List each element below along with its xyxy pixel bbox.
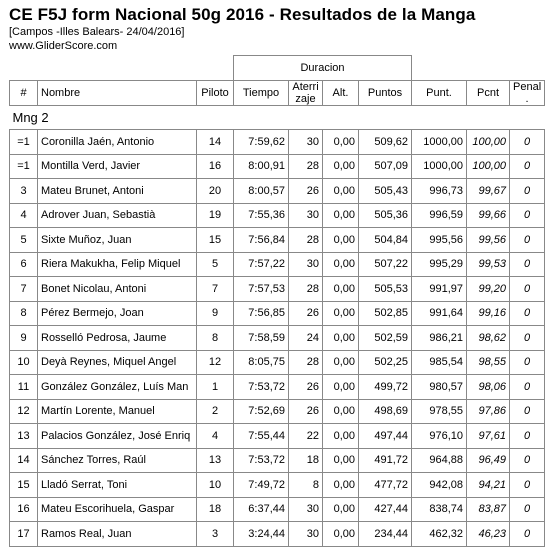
cell-pcnt: 99,20 bbox=[467, 277, 510, 302]
cell-height: 0,00 bbox=[323, 301, 359, 326]
cell-pilot-number: 15 bbox=[197, 228, 234, 253]
cell-pcnt: 99,16 bbox=[467, 301, 510, 326]
cell-punt: 976,10 bbox=[412, 424, 467, 449]
cell-pilot-number: 7 bbox=[197, 277, 234, 302]
section-row bbox=[10, 105, 545, 130]
cell-pcnt: 97,86 bbox=[467, 399, 510, 424]
cell-landing: 28 bbox=[289, 154, 323, 179]
cell-punt: 462,32 bbox=[412, 522, 467, 547]
cell-punt: 978,55 bbox=[412, 399, 467, 424]
cell-time: 8:05,75 bbox=[234, 350, 289, 375]
cell-height: 0,00 bbox=[323, 424, 359, 449]
website-link[interactable]: www.GliderScore.com bbox=[9, 40, 118, 52]
cell-points: 498,69 bbox=[359, 399, 412, 424]
cell-pilot-name: Mateu Brunet, Antoni bbox=[38, 179, 197, 204]
cell-points: 427,44 bbox=[359, 497, 412, 522]
cell-pcnt: 97,61 bbox=[467, 424, 510, 449]
cell-landing: 18 bbox=[289, 448, 323, 473]
cell-landing: 28 bbox=[289, 350, 323, 375]
cell-pilot-name: Riera Makukha, Felip Miquel bbox=[38, 252, 197, 277]
cell-height: 0,00 bbox=[323, 326, 359, 351]
cell-penal: 0 bbox=[510, 375, 545, 400]
cell-height: 0,00 bbox=[323, 277, 359, 302]
table-row bbox=[10, 203, 545, 228]
cell-position: 5 bbox=[10, 228, 38, 253]
cell-pcnt: 83,87 bbox=[467, 497, 510, 522]
cell-landing: 26 bbox=[289, 399, 323, 424]
cell-pcnt: 100,00 bbox=[467, 154, 510, 179]
cell-time: 7:58,59 bbox=[234, 326, 289, 351]
cell-pilot-number: 5 bbox=[197, 252, 234, 277]
cell-time: 3:24,44 bbox=[234, 522, 289, 547]
table-row bbox=[10, 301, 545, 326]
table-row bbox=[10, 252, 545, 277]
col-header-landing-line2: zaje bbox=[295, 92, 316, 105]
cell-pcnt: 98,55 bbox=[467, 350, 510, 375]
cell-pilot-name: Sánchez Torres, Raúl bbox=[38, 448, 197, 473]
header-spacer-right bbox=[412, 56, 545, 81]
table-row bbox=[10, 497, 545, 522]
cell-position: 13 bbox=[10, 424, 38, 449]
cell-landing: 24 bbox=[289, 326, 323, 351]
cell-position: 11 bbox=[10, 375, 38, 400]
cell-height: 0,00 bbox=[323, 154, 359, 179]
cell-points: 504,84 bbox=[359, 228, 412, 253]
cell-pilot-name: Bonet Nicolau, Antoni bbox=[38, 277, 197, 302]
cell-punt: 995,56 bbox=[412, 228, 467, 253]
cell-pcnt: 94,21 bbox=[467, 473, 510, 498]
cell-position: 17 bbox=[10, 522, 38, 547]
col-header-penal-line2: . bbox=[525, 92, 529, 105]
table-row bbox=[10, 424, 545, 449]
cell-pilot-name: Adrover Juan, Sebastià bbox=[38, 203, 197, 228]
table-row bbox=[10, 179, 545, 204]
cell-position: 8 bbox=[10, 301, 38, 326]
cell-time: 8:00,91 bbox=[234, 154, 289, 179]
cell-pilot-name: Martín Lorente, Manuel bbox=[38, 399, 197, 424]
col-header-pilot: Piloto bbox=[197, 80, 234, 105]
table-row bbox=[10, 350, 545, 375]
cell-penal: 0 bbox=[510, 203, 545, 228]
cell-penal: 0 bbox=[510, 179, 545, 204]
cell-pcnt: 46,23 bbox=[467, 522, 510, 547]
cell-pilot-name: Rosselló Pedrosa, Jaume bbox=[38, 326, 197, 351]
table-row bbox=[10, 130, 545, 155]
cell-position: 10 bbox=[10, 350, 38, 375]
cell-pilot-number: 20 bbox=[197, 179, 234, 204]
cell-pilot-number: 4 bbox=[197, 424, 234, 449]
cell-pilot-name: Deyà Reynes, Miquel Angel bbox=[38, 350, 197, 375]
cell-punt: 942,08 bbox=[412, 473, 467, 498]
cell-time: 7:56,84 bbox=[234, 228, 289, 253]
cell-time: 7:57,53 bbox=[234, 277, 289, 302]
cell-height: 0,00 bbox=[323, 350, 359, 375]
col-header-num: # bbox=[10, 80, 38, 105]
col-header-landing-line1: Aterri bbox=[292, 80, 319, 93]
cell-penal: 0 bbox=[510, 448, 545, 473]
cell-landing: 26 bbox=[289, 179, 323, 204]
cell-pcnt: 96,49 bbox=[467, 448, 510, 473]
cell-penal: 0 bbox=[510, 399, 545, 424]
cell-points: 507,09 bbox=[359, 154, 412, 179]
cell-time: 6:37,44 bbox=[234, 497, 289, 522]
cell-landing: 30 bbox=[289, 130, 323, 155]
cell-punt: 991,97 bbox=[412, 277, 467, 302]
cell-time: 7:53,72 bbox=[234, 448, 289, 473]
cell-time: 7:53,72 bbox=[234, 375, 289, 400]
cell-position: 15 bbox=[10, 473, 38, 498]
header-group-row bbox=[10, 56, 545, 81]
col-header-penal-line1: Penal bbox=[513, 80, 542, 93]
cell-time: 7:59,62 bbox=[234, 130, 289, 155]
cell-landing: 22 bbox=[289, 424, 323, 449]
cell-position: =1 bbox=[10, 130, 38, 155]
cell-landing: 26 bbox=[289, 301, 323, 326]
table-row bbox=[10, 277, 545, 302]
cell-pilot-number: 16 bbox=[197, 154, 234, 179]
cell-position: 14 bbox=[10, 448, 38, 473]
cell-pilot-name: González González, Luís Man bbox=[38, 375, 197, 400]
cell-penal: 0 bbox=[510, 473, 545, 498]
table-row bbox=[10, 326, 545, 351]
cell-pilot-number: 14 bbox=[197, 130, 234, 155]
cell-penal: 0 bbox=[510, 252, 545, 277]
cell-pilot-number: 9 bbox=[197, 301, 234, 326]
cell-pilot-number: 2 bbox=[197, 399, 234, 424]
section-label: Mng 2 bbox=[12, 109, 49, 125]
column-header-row bbox=[10, 80, 545, 105]
col-header-penal bbox=[510, 80, 545, 105]
cell-penal: 0 bbox=[510, 130, 545, 155]
cell-penal: 0 bbox=[510, 350, 545, 375]
cell-landing: 30 bbox=[289, 522, 323, 547]
cell-pilot-name: Coronilla Jaén, Antonio bbox=[38, 130, 197, 155]
col-header-punt: Punt. bbox=[412, 80, 467, 105]
cell-punt: 991,64 bbox=[412, 301, 467, 326]
cell-points: 497,44 bbox=[359, 424, 412, 449]
cell-points: 499,72 bbox=[359, 375, 412, 400]
cell-points: 502,59 bbox=[359, 326, 412, 351]
cell-height: 0,00 bbox=[323, 375, 359, 400]
cell-pcnt: 99,53 bbox=[467, 252, 510, 277]
cell-punt: 980,57 bbox=[412, 375, 467, 400]
cell-pilot-number: 13 bbox=[197, 448, 234, 473]
cell-penal: 0 bbox=[510, 301, 545, 326]
cell-points: 507,22 bbox=[359, 252, 412, 277]
cell-pilot-number: 18 bbox=[197, 497, 234, 522]
cell-penal: 0 bbox=[510, 228, 545, 253]
table-row bbox=[10, 399, 545, 424]
cell-pcnt: 99,67 bbox=[467, 179, 510, 204]
cell-penal: 0 bbox=[510, 424, 545, 449]
cell-pilot-number: 3 bbox=[197, 522, 234, 547]
cell-height: 0,00 bbox=[323, 228, 359, 253]
col-header-pcnt: Pcnt bbox=[467, 80, 510, 105]
cell-penal: 0 bbox=[510, 497, 545, 522]
cell-points: 502,25 bbox=[359, 350, 412, 375]
cell-position: =1 bbox=[10, 154, 38, 179]
cell-pilot-name: Ramos Real, Juan bbox=[38, 522, 197, 547]
page-title: CE F5J form Nacional 50g 2016 - Resultados de la Manga bbox=[9, 5, 476, 24]
cell-pilot-number: 8 bbox=[197, 326, 234, 351]
duration-group-header: Duracion bbox=[234, 56, 412, 81]
cell-position: 9 bbox=[10, 326, 38, 351]
cell-punt: 996,59 bbox=[412, 203, 467, 228]
cell-penal: 0 bbox=[510, 154, 545, 179]
cell-pcnt: 99,56 bbox=[467, 228, 510, 253]
col-header-points: Puntos bbox=[359, 80, 412, 105]
event-subtitle: [Campos -Illes Balears- 24/04/2016] bbox=[9, 26, 185, 38]
cell-height: 0,00 bbox=[323, 497, 359, 522]
cell-penal: 0 bbox=[510, 277, 545, 302]
cell-landing: 28 bbox=[289, 228, 323, 253]
cell-height: 0,00 bbox=[323, 399, 359, 424]
cell-position: 4 bbox=[10, 203, 38, 228]
cell-punt: 986,21 bbox=[412, 326, 467, 351]
cell-pilot-name: Lladó Serrat, Toni bbox=[38, 473, 197, 498]
cell-position: 7 bbox=[10, 277, 38, 302]
cell-position: 3 bbox=[10, 179, 38, 204]
cell-punt: 1000,00 bbox=[412, 130, 467, 155]
cell-punt: 1000,00 bbox=[412, 154, 467, 179]
results-body bbox=[10, 130, 545, 547]
cell-height: 0,00 bbox=[323, 130, 359, 155]
table-row bbox=[10, 154, 545, 179]
table-row bbox=[10, 375, 545, 400]
cell-height: 0,00 bbox=[323, 522, 359, 547]
cell-penal: 0 bbox=[510, 522, 545, 547]
table-row bbox=[10, 448, 545, 473]
cell-punt: 985,54 bbox=[412, 350, 467, 375]
col-header-name: Nombre bbox=[38, 80, 197, 105]
cell-pilot-name: Sixte Muñoz, Juan bbox=[38, 228, 197, 253]
header-spacer bbox=[10, 56, 234, 81]
cell-punt: 838,74 bbox=[412, 497, 467, 522]
cell-pcnt: 99,66 bbox=[467, 203, 510, 228]
cell-pilot-name: Mateu Escorihuela, Gaspar bbox=[38, 497, 197, 522]
cell-punt: 996,73 bbox=[412, 179, 467, 204]
cell-points: 477,72 bbox=[359, 473, 412, 498]
cell-position: 12 bbox=[10, 399, 38, 424]
cell-landing: 30 bbox=[289, 252, 323, 277]
cell-points: 505,43 bbox=[359, 179, 412, 204]
cell-pcnt: 100,00 bbox=[467, 130, 510, 155]
cell-points: 491,72 bbox=[359, 448, 412, 473]
cell-pilot-number: 10 bbox=[197, 473, 234, 498]
cell-height: 0,00 bbox=[323, 203, 359, 228]
cell-time: 7:49,72 bbox=[234, 473, 289, 498]
cell-position: 16 bbox=[10, 497, 38, 522]
cell-pilot-number: 12 bbox=[197, 350, 234, 375]
cell-points: 509,62 bbox=[359, 130, 412, 155]
cell-pcnt: 98,06 bbox=[467, 375, 510, 400]
cell-landing: 28 bbox=[289, 277, 323, 302]
table-row bbox=[10, 228, 545, 253]
cell-time: 7:55,44 bbox=[234, 424, 289, 449]
cell-landing: 26 bbox=[289, 375, 323, 400]
table-row bbox=[10, 522, 545, 547]
cell-pilot-name: Palacios González, José Enriq bbox=[38, 424, 197, 449]
table-row bbox=[10, 473, 545, 498]
cell-pcnt: 98,62 bbox=[467, 326, 510, 351]
cell-time: 7:57,22 bbox=[234, 252, 289, 277]
cell-pilot-name: Pérez Bermejo, Joan bbox=[38, 301, 197, 326]
col-header-time: Tiempo bbox=[234, 80, 289, 105]
cell-penal: 0 bbox=[510, 326, 545, 351]
cell-punt: 995,29 bbox=[412, 252, 467, 277]
col-header-height: Alt. bbox=[323, 80, 359, 105]
cell-landing: 30 bbox=[289, 203, 323, 228]
cell-pilot-name: Montilla Verd, Javier bbox=[38, 154, 197, 179]
cell-height: 0,00 bbox=[323, 473, 359, 498]
cell-landing: 30 bbox=[289, 497, 323, 522]
cell-pilot-number: 19 bbox=[197, 203, 234, 228]
results-table bbox=[9, 55, 545, 547]
cell-time: 8:00,57 bbox=[234, 179, 289, 204]
cell-time: 7:52,69 bbox=[234, 399, 289, 424]
col-header-landing bbox=[289, 80, 323, 105]
cell-punt: 964,88 bbox=[412, 448, 467, 473]
cell-height: 0,00 bbox=[323, 448, 359, 473]
cell-landing: 8 bbox=[289, 473, 323, 498]
cell-points: 505,36 bbox=[359, 203, 412, 228]
cell-time: 7:55,36 bbox=[234, 203, 289, 228]
cell-points: 505,53 bbox=[359, 277, 412, 302]
cell-points: 502,85 bbox=[359, 301, 412, 326]
cell-position: 6 bbox=[10, 252, 38, 277]
cell-time: 7:56,85 bbox=[234, 301, 289, 326]
cell-points: 234,44 bbox=[359, 522, 412, 547]
cell-height: 0,00 bbox=[323, 179, 359, 204]
cell-height: 0,00 bbox=[323, 252, 359, 277]
cell-pilot-number: 1 bbox=[197, 375, 234, 400]
